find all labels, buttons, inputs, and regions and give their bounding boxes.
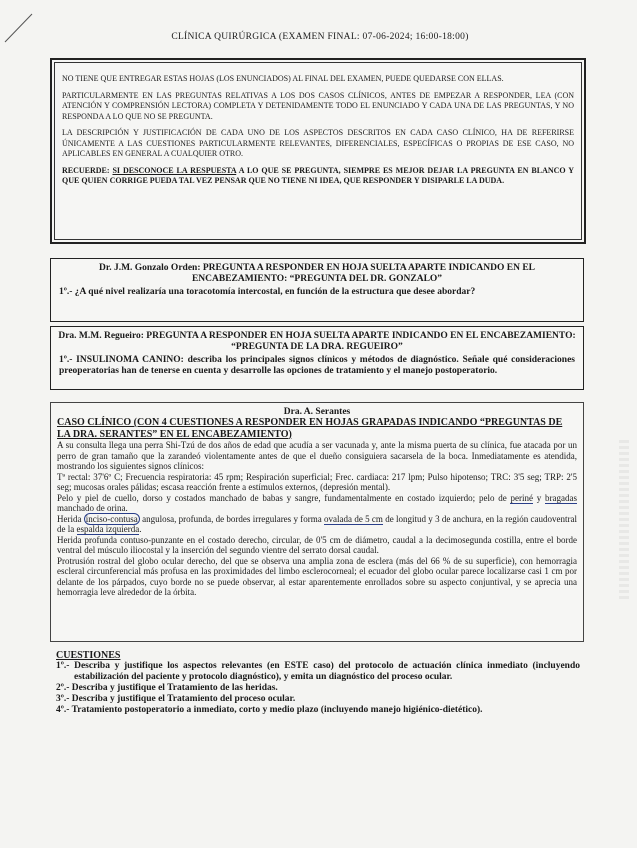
case-p3-a: Pelo y piel de cuello, dorso y costados manchado de babas y sangre, fundamentalmente en costado izquierdo; pelo de — [57, 492, 511, 503]
case-author: Dra. A. Serantes — [283, 407, 351, 417]
cuestiones-section — [56, 650, 580, 716]
instruction-1: NO TIENE QUE ENTREGAR ESTAS HOJAS (LOS ENUNCIADOS) AL FINAL DEL EXAMEN, PUEDE QUEDARSE CON ELLAS. — [62, 74, 504, 83]
case-paragraph-6: Protrusión rostral del globo ocular derecho, del que se observa una amplia zona de esclera (más del 66 % de su superficie), con hemorragia escleral circunferencial más profusa en las proximidades del limbo esclerocorneal; el ecuador del globo ocular parece localizarse casi 1 cm por delante de los párpados, cuyo borde no se puede observar, al estar aparentemente enrollados sobre su aspecto conjuntival, y se aprecia una hemorragia leve alrededor de la órbita. — [57, 555, 577, 597]
case-p4-g: . — [139, 524, 142, 534]
case-p3-bragadas: bragadas — [545, 492, 578, 503]
case-p4-a: Herida — [57, 513, 84, 524]
cuestiones-title: CUESTIONES — [56, 650, 121, 661]
question-gonzalo-1: 1º.- ¿A qué nivel realizaría una toracotomía intercostal, en función de la estructura que desee abordar? — [59, 287, 476, 297]
question-regueiro-heading: Dra. M.M. Regueiro: PREGUNTA A RESPONDER EN HOJA SUELTA APARTE INDICANDO EN EL ENCABEZAMIENTO: “PREGUNTA DE LA DRA. REGUEIRO” — [58, 331, 576, 352]
case-p3-perine: periné — [510, 492, 533, 503]
cuestion-1: 1º.- Describa y justifique los aspectos relevantes (en ESTE caso) del protocolo de actuación clínica inmediato (incluyendo estabilización del paciente y protocolo diagnóstico), y emita un diagnóstico del proceso ocular. — [56, 661, 580, 682]
exam-header: CLÍNICA QUIRÚRGICA (EXAMEN FINAL: 07-06-2024; 16:00-18:00) — [171, 32, 469, 42]
case-paragraph-4 — [57, 514, 577, 535]
question-regueiro-box — [50, 326, 584, 390]
case-title: CASO CLÍNICO (CON 4 CUESTIONES A RESPONDER EN HOJAS GRAPADAS INDICANDO “PREGUNTAS DE LA DRA. SERANTES” EN EL ENCABEZAMIENTO) — [57, 417, 563, 440]
case-p4-ovalada: ovalada de 5 cm — [324, 513, 383, 524]
cuestion-2: 2º.- Describa y justifique el Tratamiento de las heridas. — [56, 683, 278, 693]
case-p4-e: de longitud y 3 de anchura, en la región caudoventral de la — [57, 513, 577, 534]
case-p4-espalda: espalda izquierda — [76, 524, 140, 534]
question-gonzalo-heading: Dr. J.M. Gonzalo Orden: PREGUNTA A RESPONDER EN HOJA SUELTA APARTE INDICANDO EN EL ENCABEZAMIENTO: “PREGUNTA DEL DR. GONZALO” — [98, 263, 536, 284]
case-paragraph-5: Herida profunda contuso-punzante en el costado derecho, circular, de 0'5 cm de diámetro, caudal a la decimosegunda costilla, entre el borde ventral del músculo iliocostal y la inserción del segundo vientre del serrato dorsal caudal. — [57, 534, 577, 555]
case-p3-c: y — [532, 492, 546, 503]
case-paragraph-1: A su consulta llega una perra Shi-Tzú de dos años de edad que acudía a ser vacunada y, ante la misma puerta de su clínica, fue atacada por un perro de gran tamaño que la zarandeó violentamente antes de que el dueño consiguiera sacarsela de la boca. Inmediatamente es atendida, mostrando los siguientes signos clínicos: — [57, 440, 577, 471]
case-paragraph-3 — [57, 493, 577, 514]
instruction-4 — [52, 166, 584, 187]
instruction-2: PARTICULARMENTE EN LAS PREGUNTAS RELATIVAS A LOS DOS CASOS CLÍNICOS, ANTES DE EMPEZAR A RESPONDER, LEA (CON ATENCIÓN Y COMPRENSIÓN LECTORA) COMPLETA Y DETENIDAMENTE TODO EL ENUNCIADO Y CADA UNA DE LAS PREGUNTAS, Y NO RESPONDA A LO QUE NO SE PREGUNTA. — [62, 90, 574, 121]
instruction-4-rest: A LO QUE SE PREGUNTA, SIEMPRE ES MEJOR DEJAR LA PREGUNTA EN BLANCO Y QUE QUIEN CORRIGE PUEDA TAL VEZ PENSAR QUE NO TIENE NI IDEA, QUE RESPONDER Y DISIPARLE LA DUDA. — [62, 165, 575, 185]
cuestion-3: 3º.- Describa y justifique el Tratamiento del proceso ocular. — [56, 694, 296, 704]
instruction-3: LA DESCRIPCIÓN Y JUSTIFICACIÓN DE CADA UNO DE LOS ASPECTOS DESCRITOS EN CADA CASO CLÍNICO, HA DE REFERIRSE ÚNICAMENTE A LAS CUESTIONES PARTICULARMENTE RELEVANTES, DIFERENCIALES, ESPECÍFICAS O PROPIAS DE ESE CASO, NO APLICABLES EN GENERAL A CUALQUIER OTRO. — [62, 128, 574, 158]
case-p4-inciso-contusa: inciso-contusa — [85, 513, 138, 524]
case-p4-c: angulosa, profunda, de bordes irregulares y forma — [139, 513, 325, 524]
case-p3-e: manchado de orina. — [57, 503, 128, 513]
instruction-4-lead: RECUERDE: — [62, 165, 113, 175]
question-gonzalo-box — [50, 258, 584, 322]
case-paragraph-2: Tª rectal: 37'6º C; Frecuencia respiratoria: 45 rpm; Respiración superficial; Frec. cardiaca: 217 lpm; Pulso hipotenso; TRC: 3'5 seg; TRP: 2'5 seg; mucosas orales pálidas; escasa reacción frente a estímulos externos, (depresión mental). — [57, 471, 577, 492]
pen-stroke-mark — [2, 8, 42, 48]
instructions-box — [50, 58, 586, 244]
cuestion-4: 4º.- Tratamiento postoperatorio a inmediato, corto y medio plazo (incluyendo manejo higiénico-dietético). — [56, 705, 483, 715]
question-regueiro-1: 1º.- INSULINOMA CANINO: describa los principales signos clínicos y métodos de diagnóstico. Señale qué consideraciones preoperatorias han de tenerse en cuenta y desarrolle las opciones de tratamiento y el manejo postoperatorio. — [59, 355, 575, 376]
case-body — [51, 440, 583, 598]
instruction-4-underlined: SI DESCONOCE LA RESPUESTA — [112, 165, 237, 175]
scan-smudge — [619, 440, 629, 600]
clinical-case-box — [50, 402, 584, 642]
